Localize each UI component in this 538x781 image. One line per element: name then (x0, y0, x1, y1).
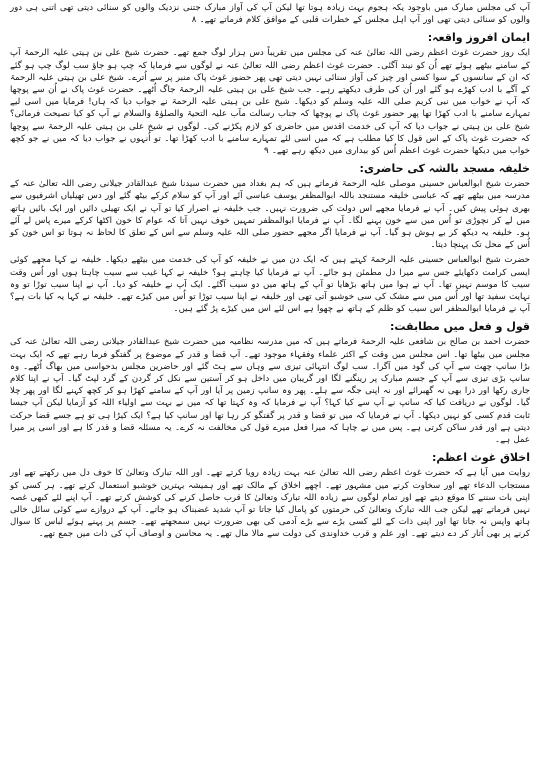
paragraph: حضرت شیخ ابوالعباس حسینی موصلی علیہ الرحمۃ فرماتے ہیں کہ ہم بغداد میں حضرت سیدنا شیخ عبدالقادر جیلانی رضی اللہ تعالیٰ عنہ کے مدرسہ میں بیٹھے تھے کہ عباسی خلیفہ مستنجد باللہ ابوالمظفر یوسف عباسی آئے اور آپ کو سلام کرکے بیٹھ گئے اور دس تھیلیاں اشرفیوں سے بھری ہوئی پیش کیں۔ آپ نے فرمایا مجھے اس دولت کی ضرورت نہیں۔ جب خلیفہ نے اصرار کیا تو آپ نے ایک تھیلی دائیں اور ایک بائیں ہاتھ میں لے کر نچوڑی تو اُس میں سے خون بہنے لگا۔ آپ نے فرمایا ابوالمظفر تمہیں خوف نہیں آتا کہ عوام کا خون اکٹھا کرکے میرے پاس لے آئے ہو۔ خلیفہ یہ دیکھ کر بے ہوش ہو گیا۔ آپ نے فرمایا اگر مجھے حضور صلی اللہ علیہ وسلم سے اس کے تعلق کا لحاظ نہ ہوتا تو اس خون کو اُس کے محل تک پہنچا دیتا۔ (10, 179, 530, 251)
section-heading: ایمان افروز واقعہ: (427, 31, 530, 45)
paragraph: حضرت شیخ ابوالعباس حسینی علیہ الرحمۃ کہتے ہیں کہ ایک دن میں نے خلیفہ کو آپ کی خدمت میں بیٹھے دیکھا۔ خلیفہ نے کہا مجھے کوئی ایسی کرامت دکھایئے جس سے میرا دل مطمئن ہو جائے۔ آپ نے فرمایا کیا چاہتے ہو؟ خلیفہ نے کہا غیب سے سیب چاہتا ہوں اور اُس وقت سیب کا موسم نہیں تھا۔ آپ نے ہوا میں ہاتھ بڑھایا تو آپ کے ہاتھ میں دو سیب آگئے۔ ایک آپ نے خلیفہ کو دیا۔ آپ نے اپنا سیب توڑا تو وہ نہایت سفید تھا اور اُس میں سے مشک کی سی خوشبو آتی تھی اور خلیفہ نے اپنا سیب توڑا تو اُس میں کیڑے تھے۔ خلیفہ نے کہا یہ کیا بات ہے؟ آپ نے فرمایا ابوالمظفر اس سیب کو ظلم کے ہاتھ نے چھوا ہے اس لئے اس میں کیڑے پڑ گئے ہیں۔ (10, 255, 530, 315)
paragraph: آپ کی مجلس مبارک میں باوجود یکہ ہجوم بہت زیادہ ہوتا تھا لیکن آپ کی آواز مبارک جتنی نزدیک والوں کو سنائی دیتی تھی اتنی ہی دور والوں کو سنائی دیتی تھی اور آپ اہل مجلس کے خطرات قلبی کے موافق کلام فرماتے تھے۔ ۸ (10, 3, 530, 26)
paragraph: روایت میں آیا ہے کہ حضرت غوث اعظم رضی اللہ تعالیٰ عنہ بہت زیادہ رویا کرتے تھے۔ اور اللہ تبارک وتعالیٰ کا خوف دل میں رکھتے تھے اور مستجاب الدعاء تھے اور سخاوت کرنے میں مشہور تھے۔ اچھے اخلاق کے مالک تھے اور ہمیشہ بہترین خوشبو استعمال کرتے تھے۔ ہر کسی کو اپنی بات سننے کا موقع دیتے تھے اور تمام لوگوں سے زیادہ اللہ تبارک وتعالیٰ کا قرب حاصل کرنے کی کوشش کرتے تھے۔ آپ اپنے لئے کبھی غصہ نہیں فرماتے تھے لیکن جب اللہ تبارک وتعالیٰ کی حرمتوں کو پامال کیا جاتا تو آپ شدید غضبناک ہو جاتے۔ آپ کے دروازے سے کوئی سائل خالی ہاتھ واپس نہ جاتا تھا اور اپنی ذات کے لئے کسی بڑے سے بڑے آدمی کی بھی ضرورت نہیں سمجھتے تھے۔ جسم پر پہنے ہوئے لباس کا سوال کرنے پر بھی اُتار کر دے دیتے تھے۔ اور علم و قرب خداوندی کی دولت سے مالا مال تھے۔ یہ محاسن و اوصاف آپ کی ذات میں جمع تھے۔ (10, 468, 530, 540)
section-qaul-fel (10, 319, 530, 446)
paragraph: حضرت احمد بن صالح بن شافعی علیہ الرحمۃ فرماتے ہیں کہ میں مدرسہ نظامیہ میں حضرت شیخ عبدالقادر جیلانی رضی اللہ تعالیٰ عنہ کی مجلس میں بیٹھا تھا۔ اس مجلس میں وقت کے اکثر علماء وفقہاء موجود تھے۔ آپ قضا و قدر کے موضوع پر گفتگو فرما رہے تھے کہ ایک بہت بڑا سانپ چھت سے آپ کی گود میں آگرا۔ سب لوگ انتہائی تیزی سے وہاں سے ہٹ گئے اور حاضرین مجلس بدحواسی میں بھاگ اُٹھے۔ وہ سانپ بڑی تیزی سے آپ کے جسم مبارک پر رینگنے لگا اور گریبان میں داخل ہو کر آستین سے نکل کر گردن کے گرد لپٹ گیا۔ آپ نے اپنا کلام جاری رکھا اور ذرا بھی نہ گھبرائے اور نہ اپنی جگہ سے ہلے۔ پھر وہ سانپ زمین پر آیا اور آپ کے سامنے کھڑا ہو کر کچھ کہنے لگا اور پھر چلا گیا۔ لوگوں نے دریافت کیا کہ سانپ نے آپ سے کیا کہا؟ آپ نے فرمایا کہ وہ کہتا تھا کہ میں نے بہت سے اولیاء اللہ کو آزمایا لیکن آپ جیسا ثابت قدم کسی کو نہیں دیکھا۔ آپ نے فرمایا کہ میں تو قضا و قدر پر گفتگو کر رہا تھا اور سانپ کیا ہے؟ ایک کیڑا ہی تو ہے جسے قضا حرکت دیتی ہے اور قدر ساکن کرتی ہے۔ پس میں نے چاہا کہ میرا فعل میرے قول کی مخالفت نہ کرے۔ یہ مسئلہ قضا و قدر کا ہے اور اسی پر میرا عمل ہے۔ (10, 337, 530, 446)
section-heading: خلیفہ مسجد بالشہ کی حاضری: (359, 162, 530, 176)
section-heading: قول و فعل میں مطابقت: (390, 320, 530, 334)
section-heading: اخلاق غوث اعظم: (431, 451, 530, 465)
section-iman-afroz (10, 30, 530, 157)
paragraph: ایک روز حضرت غوث اعظم رضی اللہ تعالیٰ عنہ کی مجلس میں تقریباً دس ہزار لوگ جمع تھے۔ حضرت شیخ علی بن ہیتی علیہ الرحمۃ آپ کے سامنے بیٹھے ہوئے تھے اُن کو نیند آگئی۔ حضرت غوث اعظم رضی اللہ تعالیٰ عنہ نے لوگوں سے فرمایا کہ چپ ہو جاؤ سب لوگ چپ ہو گئے کہ ان کے سانسوں کے سوا کسی اور چیز کی آواز سنائی نہیں دیتی تھی پھر حضور غوث پاک منبر پر سے اُترے۔ شیخ علی بن ہیتی علیہ الرحمۃ کے آگے با ادب کھڑے ہو گئے اور اُن کی طرف دیکھتے رہے۔ جب شیخ علی بن ہیتی علیہ الرحمۃ جاگ اُٹھے۔ حضرت غوث پاک نے اُن سے پوچھا کہ آپ نے خواب میں نبی کریم صلی اللہ علیہ وسلم کو دیکھا۔ شیخ علی بن ہیتی علیہ الرحمۃ نے جواب دیا کہ ہاں! فرمایا میں اسی لیے تمہارے سامنے با ادب کھڑا تھا پھر حضور غوث پاک نے پوچھا کہ جناب رسالت مآب علیہ التحیۃ والصلوٰۃ والسلام نے آپ کو کیا نصیحت فرمائی؟ شیخ علی بن ہیتی نے جواب دیا کہ آپ کی خدمت اقدس میں حاضری کو لازم پکڑنے کی۔ لوگوں نے شیخ علی بن ہیتی علیہ الرحمۃ سے پوچھا کہ حضرت غوث پاک کے اس قول کا کیا مطلب ہے کہ میں اسی لئے تمہارے سامنے با ادب کھڑا تھا۔ تو اُنہوں نے جواب دیا کہ میں نے جو کچھ خواب میں دیکھا حضرت غوث اعظم اُس کو بیداری میں دیکھ رہے تھے۔ ۹ (10, 48, 530, 157)
section-khalifa (10, 161, 530, 315)
section-intro (10, 2, 530, 26)
section-akhlaq (10, 450, 530, 540)
